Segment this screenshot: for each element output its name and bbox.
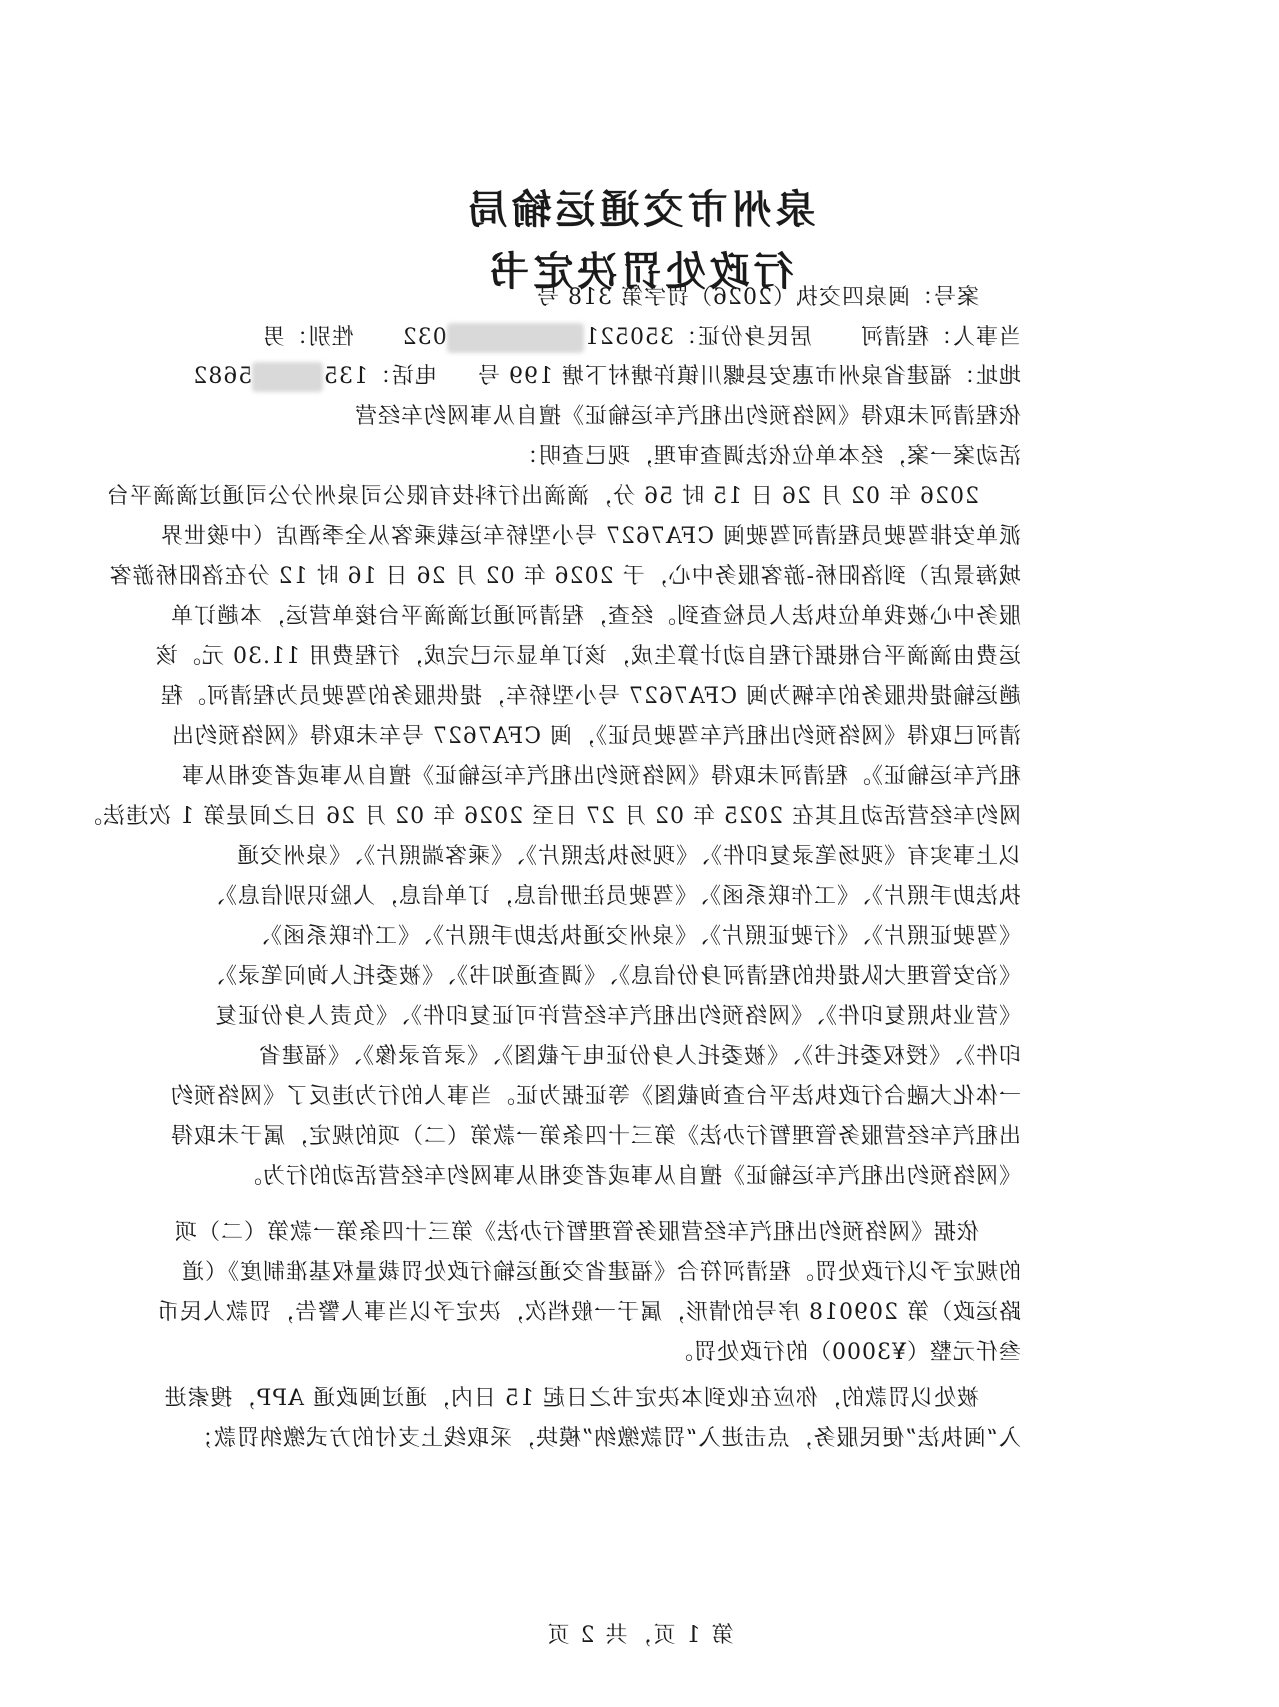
case-number: 案号：闽泉四交执（2026）罚字第 318 号 xyxy=(536,285,979,310)
body-line-7: 运费由滴滴平台根据行程自动计算生成，该订单显示已完成，行程费用 11.30 元。该 xyxy=(155,644,1021,669)
body-line-8: 趟运输提供服务的车辆为闽 CFA7627 号小型轿车，提供服务的驾驶员为程清河。程 xyxy=(159,684,1021,709)
body-line-17: 印件》、《授权委托书》、《被委托人身份证电子截图》、《录音录像》、《福建省 xyxy=(257,1044,1021,1069)
body-line-6: 服务中心被我单位执法人员检查到。经查，程清河通过滴滴平台接单营运，本趟订单 xyxy=(169,604,1021,629)
body-line-21: 依据《网络预约出租汽车经营服务管理暂行办法》第三十四条第一款第（二）项 xyxy=(173,1220,979,1245)
party-line-1 xyxy=(1,323,1021,353)
party-line-2 xyxy=(1,362,1021,392)
body-line-20: 《网络预约出租汽车运输证》擅自从事或者变相从事网约车经营活动的行为。 xyxy=(238,1164,1021,1189)
body-line-18: 一体化大融合行政执法平台查询截图》等证据为证。当事人的行为违反了《网络预约 xyxy=(169,1084,1021,1109)
body-line-24: 叁仟元整（¥3000）的行政处罚。 xyxy=(670,1340,1021,1365)
body-line-19: 出租汽车经营服务管理暂行办法》第三十四条第一款第（二）项的规定，属于未取得 xyxy=(169,1124,1021,1149)
body-line-25: 被处以罚款的，你应在收到本决定书之日起 15 日内，通过闽政通 APP，搜索进 xyxy=(163,1386,979,1411)
body-line-13: 执法助手照片》、《工作联系函》、《驾驶员注册信息，订单信息，人脸识别信息》、 xyxy=(201,884,1021,909)
body-line-14: 《驾驶证照片》、《行驶证照片》、《泉州交通执法助手照片》、《工作联系函》、 xyxy=(246,924,1021,949)
page-footer: 第 1 页，共 2 页 xyxy=(545,1623,734,1648)
body-line-15: 《治安管理大队提供的程清河身份信息》、《调查通知书》、《被委托人询问笔录》、 xyxy=(201,964,1021,989)
body-line-11: 网约车经营活动且其在 2025 年 02 月 27 日至 2026 年 02 月 26 日之间是第 1 次违法。 xyxy=(79,804,1021,829)
body-line-3: 2026 年 02 月 26 日 15 时 56 分，滴滴出行科技有限公司泉州分公司通过滴滴平台 xyxy=(106,484,979,509)
document-org-title: 泉州市交通运输局 xyxy=(463,186,816,233)
body-line-2: 活动案一案，经本单位依法调查审理，现已查明： xyxy=(514,444,1021,469)
body-line-4: 派单安排驾驶员程清河驾驶闽 CFA7627 号小型轿车运载乘客从全季酒店（中骏世界 xyxy=(159,524,1021,549)
body-line-23: 路运政）第 209018 序号的情形，属于一般档次，决定予以当事人警告，罚款人民币 xyxy=(156,1300,1021,1325)
body-line-5: 城海景店）到洛阳桥-游客服务中心，于 2026 年 02 月 26 日 16 时 12 分在洛阳桥游客 xyxy=(108,564,1021,589)
document-type-title: 行政处罚决定书 xyxy=(485,248,794,295)
body-line-9: 清河已取得《网络预约出租汽车驾驶员证》，闽 CFA7627 号车未取得《网络预约出 xyxy=(170,724,1021,749)
party-name: 当事人：程清河 xyxy=(859,325,1021,350)
body-line-1: 依程清河未取得《网络预约出租汽车运输证》擅自从事网约车经营 xyxy=(353,404,1021,429)
body-line-16: 《营业执照复印件》、《网络预约出租汽车经营许可证复印件》、《负责人身份证复 xyxy=(213,1004,1021,1029)
body-line-22: 的规定予以行政处罚。程清河符合《福建省交通运输行政处罚裁量权基准制度》（道 xyxy=(180,1260,1021,1285)
party-phone-suffix: 5682 xyxy=(192,364,253,389)
party-gender: 性别：男 xyxy=(261,325,354,350)
party-id-suffix: 032 xyxy=(401,325,447,350)
redacted-phone-mask xyxy=(252,362,323,392)
body-line-12: 以上事实有《现场笔录复印件》、《现场执法照片》、《乘客端照片》、《泉州交通 xyxy=(235,844,1021,869)
body-line-26: 入“闽执法”便民服务，点击进入“罚款缴纳”模块，采取线上支付的方式缴纳罚款； xyxy=(190,1426,1021,1451)
body-line-10: 租汽车运输证》。程清河未取得《网络预约出租汽车运输证》擅自从事或者变相从事 xyxy=(180,764,1021,789)
party-address: 地址：福建省泉州市惠安县螺川镇许塘村下塘 199 号 xyxy=(477,364,1021,389)
redacted-id-mask xyxy=(447,323,584,353)
party-phone-prefix: 电话：135 xyxy=(323,364,438,389)
party-id-prefix: 居民身份证：350521 xyxy=(584,325,813,350)
